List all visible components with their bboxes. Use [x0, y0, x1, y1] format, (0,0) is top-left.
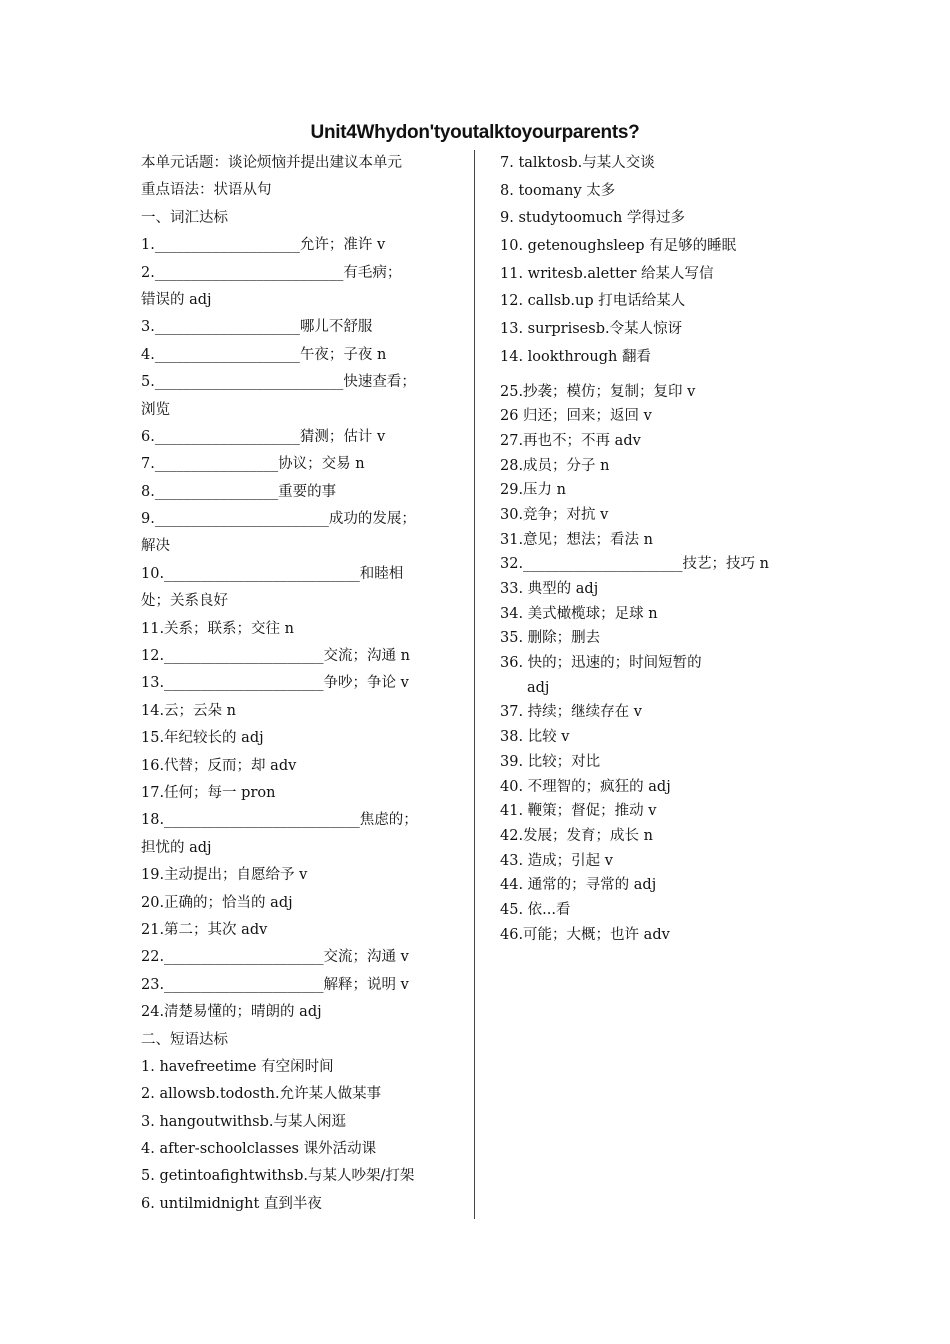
text-line: 6. untilmidnight 直到半夜: [141, 1195, 322, 1212]
text-line: 16.代替；反而；却 adv: [141, 757, 297, 774]
text-line: 14.云；云朵 n: [141, 702, 237, 719]
text-line: 12. callsb.up 打电话给某人: [500, 293, 686, 310]
text-line: 46.可能；大概；也许 adv: [500, 926, 670, 943]
text-line: 27.再也不；不再 adv: [500, 432, 641, 449]
right-column: [500, 150, 830, 947]
text-line: 浏览: [141, 401, 170, 418]
text-line: 6.____________________猜测；估计 v: [141, 428, 386, 445]
left-column: [141, 150, 456, 1218]
text-line: 18.___________________________焦虑的；: [141, 812, 418, 829]
text-line: 担忧的 adj: [141, 839, 212, 856]
text-line: 20.正确的；恰当的 adj: [141, 894, 293, 911]
text-line: 30.竞争；对抗 v: [500, 506, 609, 523]
text-line: 14. lookthrough 翻看: [500, 348, 651, 365]
text-line: 23.______________________解释；说明 v: [141, 976, 409, 993]
text-line: 11.关系；联系；交往 n: [141, 620, 295, 637]
text-line: 34. 美式橄榄球；足球 n: [500, 605, 658, 622]
text-line: 7. talktosb.与某人交谈: [500, 155, 655, 171]
text-line: 25.抄袭；模仿；复制；复印 v: [500, 383, 696, 400]
text-line: 45. 依...看: [500, 901, 571, 918]
text-line: 44. 通常的；寻常的 adj: [500, 877, 657, 894]
section-gap: [500, 372, 830, 380]
text-line: 29.压力 n: [500, 482, 567, 499]
text-line: 32.______________________技艺；技巧 n: [500, 556, 770, 573]
text-line: 本单元话题：谈论烦恼并提出建议本单元: [141, 155, 402, 171]
text-line: 41. 鞭策；督促；推动 v: [500, 803, 657, 820]
text-line: 4.____________________午夜；子夜 n: [141, 346, 387, 363]
text-line: 19.主动提出；自愿给予 v: [141, 867, 308, 884]
text-line: 2. allowsb.todosth.允许某人做某事: [141, 1086, 382, 1103]
text-line: 37. 持续；继续存在 v: [500, 704, 642, 721]
text-line: 36. 快的；迅速的；时间短暂的: [500, 655, 702, 672]
vocab-list-continued: [500, 380, 830, 948]
phrase-list-continued: [500, 150, 830, 372]
text-line: 38. 比较 v: [500, 729, 570, 746]
text-line: 1. havefreetime 有空闲时间: [141, 1058, 334, 1075]
document-title: Unit4Whydon'tyoutalktoyourparents?: [310, 122, 640, 143]
text-line: 处；关系良好: [141, 593, 228, 610]
text-line: 8._________________重要的事: [141, 483, 337, 500]
text-line: 9. studytoomuch 学得过多: [500, 210, 685, 227]
text-line: 31.意见；想法；看法 n: [500, 531, 654, 548]
column-divider: [474, 150, 475, 1219]
text-line: 一、词汇达标: [141, 209, 228, 226]
text-line: 5.__________________________快速查看；: [141, 374, 416, 391]
text-line: 13. surprisesb.令某人惊讶: [500, 321, 683, 338]
text-line: 二、短语达标: [141, 1031, 228, 1048]
text-line: 24.清楚易懂的；晴朗的 adj: [141, 1004, 322, 1021]
text-line: 4. after-schoolclasses 课外活动课: [141, 1141, 377, 1158]
text-line: 17.任何；每一 pron: [141, 784, 276, 801]
text-line: 7._________________协议；交易 n: [141, 456, 365, 473]
text-line: 12.______________________交流；沟通 n: [141, 648, 411, 665]
text-line: 11. writesb.aletter 给某人写信: [500, 265, 714, 282]
text-line: 5. getintoafightwithsb.与某人吵架/打架: [141, 1168, 415, 1185]
text-line: 40. 不理智的；疯狂的 adj: [500, 778, 671, 795]
text-line: 21.第二；其次 adv: [141, 921, 268, 938]
text-line: 26 归还；回来；返回 v: [500, 408, 652, 425]
text-line: 解决: [141, 538, 170, 555]
text-line: 13.______________________争吵；争论 v: [141, 675, 409, 692]
text-line: 重点语法：状语从句: [141, 182, 272, 199]
text-line: 1.____________________允许；准许 v: [141, 237, 386, 254]
text-line: 33. 典型的 adj: [500, 581, 599, 597]
text-line: 3.____________________哪儿不舒服: [141, 319, 373, 336]
text-line: 43. 造成；引起 v: [500, 852, 613, 869]
text-line: 35. 删除；删去: [500, 630, 601, 647]
text-line: 9.________________________成功的发展；: [141, 511, 416, 528]
text-line: 2.__________________________有毛病；: [141, 264, 402, 281]
text-line: 15.年纪较长的 adj: [141, 730, 264, 747]
text-line: 错误的 adj: [141, 291, 212, 308]
text-line: 28.成员；分子 n: [500, 457, 610, 474]
text-line: 22.______________________交流；沟通 v: [141, 949, 409, 966]
text-line: 10.___________________________和睦相: [141, 565, 404, 582]
text-line: 8. toomany 太多: [500, 182, 616, 199]
text-line: 42.发展；发育；成长 n: [500, 827, 654, 844]
text-line: 3. hangoutwithsb.与某人闲逛: [141, 1113, 346, 1130]
text-line: 10. getenoughsleep 有足够的睡眠: [500, 238, 737, 255]
text-line: 39. 比较；对比: [500, 753, 601, 770]
text-line: adj: [527, 679, 550, 696]
